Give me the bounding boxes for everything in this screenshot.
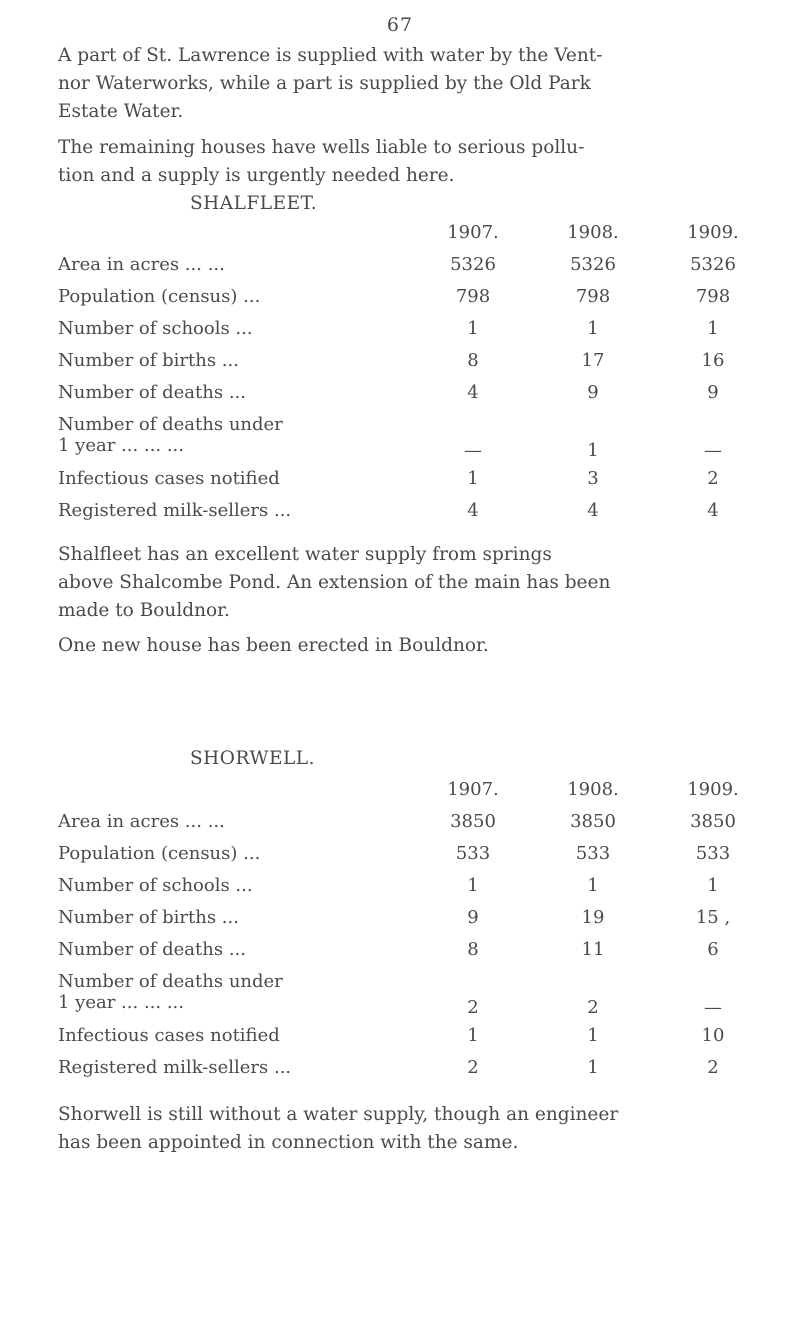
table-row xyxy=(58,939,748,971)
table-row xyxy=(58,382,748,414)
cell-value: 16 xyxy=(701,350,725,371)
table-row xyxy=(58,414,748,468)
cell-value: 9 xyxy=(467,907,479,928)
cell-value: 2 xyxy=(707,468,719,489)
cell-value: 15 , xyxy=(695,907,731,928)
cell-value: 1 xyxy=(587,1057,599,1078)
shorwell-table xyxy=(58,779,748,1089)
table-row xyxy=(58,350,748,382)
row-label: Area in acres ... ... xyxy=(58,254,225,275)
cell-value: 2 xyxy=(707,1057,719,1078)
row-label: Population (census) ... xyxy=(58,286,261,307)
shorwell-note xyxy=(58,1101,748,1157)
table-header xyxy=(58,779,748,811)
text-line: has been appointed in connection with the same. xyxy=(58,1132,519,1153)
table-row xyxy=(58,1025,748,1057)
table-row xyxy=(58,254,748,286)
cell-value: 3850 xyxy=(450,811,496,832)
cell-value: 1 xyxy=(707,318,719,339)
year-header: 1907. xyxy=(447,779,499,800)
cell-value: 798 xyxy=(575,286,611,307)
cell-value: 1 xyxy=(467,318,479,339)
cell-value: 1 xyxy=(587,875,599,896)
cell-value: 533 xyxy=(455,843,491,864)
row-label: Number of births ... xyxy=(58,907,239,928)
cell-value: 798 xyxy=(695,286,731,307)
section-title-shorwell: SHORWELL. xyxy=(190,748,315,769)
year-header: 1908. xyxy=(567,779,619,800)
table-row xyxy=(58,811,748,843)
year-header: 1908. xyxy=(567,222,619,243)
row-label: Number of births ... xyxy=(58,350,239,371)
year-header: 1909. xyxy=(687,222,739,243)
cell-value: 1 xyxy=(587,440,599,461)
cell-value: 4 xyxy=(467,500,479,521)
cell-value: 3 xyxy=(587,468,599,489)
row-label: Infectious cases notified xyxy=(58,1025,280,1046)
cell-value: 8 xyxy=(467,939,479,960)
table-row xyxy=(58,843,748,875)
cell-value: 1 xyxy=(587,1025,599,1046)
cell-value: 1 xyxy=(587,318,599,339)
intro-paragraph-1 xyxy=(58,42,748,126)
text-line: Shalfleet has an excellent water supply from springs xyxy=(58,544,552,565)
table-row xyxy=(58,318,748,350)
row-label: Infectious cases notified xyxy=(58,468,280,489)
cell-value: 11 xyxy=(581,939,605,960)
cell-value: 10 xyxy=(701,1025,725,1046)
row-label: Population (census) ... xyxy=(58,843,261,864)
table-row xyxy=(58,907,748,939)
row-label: Number of deaths ... xyxy=(58,382,246,403)
cell-value: 1 xyxy=(707,875,719,896)
cell-value: 3850 xyxy=(570,811,616,832)
shalfleet-note xyxy=(58,541,748,625)
cell-value: 6 xyxy=(707,939,719,960)
cell-value: 2 xyxy=(467,997,479,1018)
table-row xyxy=(58,286,748,318)
cell-value: — xyxy=(704,997,722,1018)
cell-value: 2 xyxy=(587,997,599,1018)
cell-value: 1 xyxy=(467,468,479,489)
cell-value: 1 xyxy=(467,1025,479,1046)
row-label: Registered milk-sellers ... xyxy=(58,1057,292,1078)
cell-value: 9 xyxy=(707,382,719,403)
cell-value: 533 xyxy=(575,843,611,864)
cell-value: — xyxy=(464,440,482,461)
cell-value: 798 xyxy=(455,286,491,307)
row-label: Number of schools ... xyxy=(58,875,253,896)
text-line: A part of St. Lawrence is supplied with water by the Vent- xyxy=(58,45,603,66)
cell-value: 5326 xyxy=(450,254,496,275)
row-label: Number of schools ... xyxy=(58,318,253,339)
table-row xyxy=(58,875,748,907)
row-label: Area in acres ... ... xyxy=(58,811,225,832)
intro-paragraph-2 xyxy=(58,134,748,190)
row-label-line: Number of deaths under xyxy=(58,414,283,435)
row-label-line: Number of deaths under xyxy=(58,971,283,992)
text-line: made to Bouldnor. xyxy=(58,600,230,621)
cell-value: 5326 xyxy=(690,254,736,275)
text-line: The remaining houses have wells liable to serious pollu- xyxy=(58,137,585,158)
table-row xyxy=(58,1057,748,1089)
section-title-shalfleet: SHALFLEET. xyxy=(190,193,318,214)
cell-value: 2 xyxy=(467,1057,479,1078)
cell-value: 9 xyxy=(587,382,599,403)
cell-value: 19 xyxy=(581,907,605,928)
table-row xyxy=(58,468,748,500)
text-line: above Shalcombe Pond. An extension of the main has been xyxy=(58,572,611,593)
cell-value: 17 xyxy=(581,350,605,371)
table-row xyxy=(58,500,748,532)
cell-value: — xyxy=(704,440,722,461)
cell-value: 3850 xyxy=(690,811,736,832)
cell-value: 533 xyxy=(695,843,731,864)
cell-value: 8 xyxy=(467,350,479,371)
year-header: 1909. xyxy=(687,779,739,800)
cell-value: 4 xyxy=(587,500,599,521)
cell-value: 4 xyxy=(467,382,479,403)
row-label: Number of deaths ... xyxy=(58,939,246,960)
row-label-line: 1 year ... ... ... xyxy=(58,435,184,456)
shalfleet-table xyxy=(58,222,748,532)
text-line: Shorwell is still without a water supply, though an engineer xyxy=(58,1104,619,1125)
text-line: One new house has been erected in Bouldnor. xyxy=(58,635,489,656)
page-number: 67 xyxy=(386,14,414,36)
cell-value: 5326 xyxy=(570,254,616,275)
row-label: Registered milk-sellers ... xyxy=(58,500,292,521)
year-header: 1907. xyxy=(447,222,499,243)
row-label xyxy=(58,971,283,1013)
shalfleet-note-2 xyxy=(58,632,748,660)
text-line: Estate Water. xyxy=(58,101,184,122)
table-row xyxy=(58,971,748,1025)
cell-value: 1 xyxy=(467,875,479,896)
row-label xyxy=(58,414,283,456)
text-line: tion and a supply is urgently needed here. xyxy=(58,165,455,186)
text-line: nor Waterworks, while a part is supplied by the Old Park xyxy=(58,73,591,94)
table-header xyxy=(58,222,748,254)
cell-value: 4 xyxy=(707,500,719,521)
row-label-line: 1 year ... ... ... xyxy=(58,992,184,1013)
